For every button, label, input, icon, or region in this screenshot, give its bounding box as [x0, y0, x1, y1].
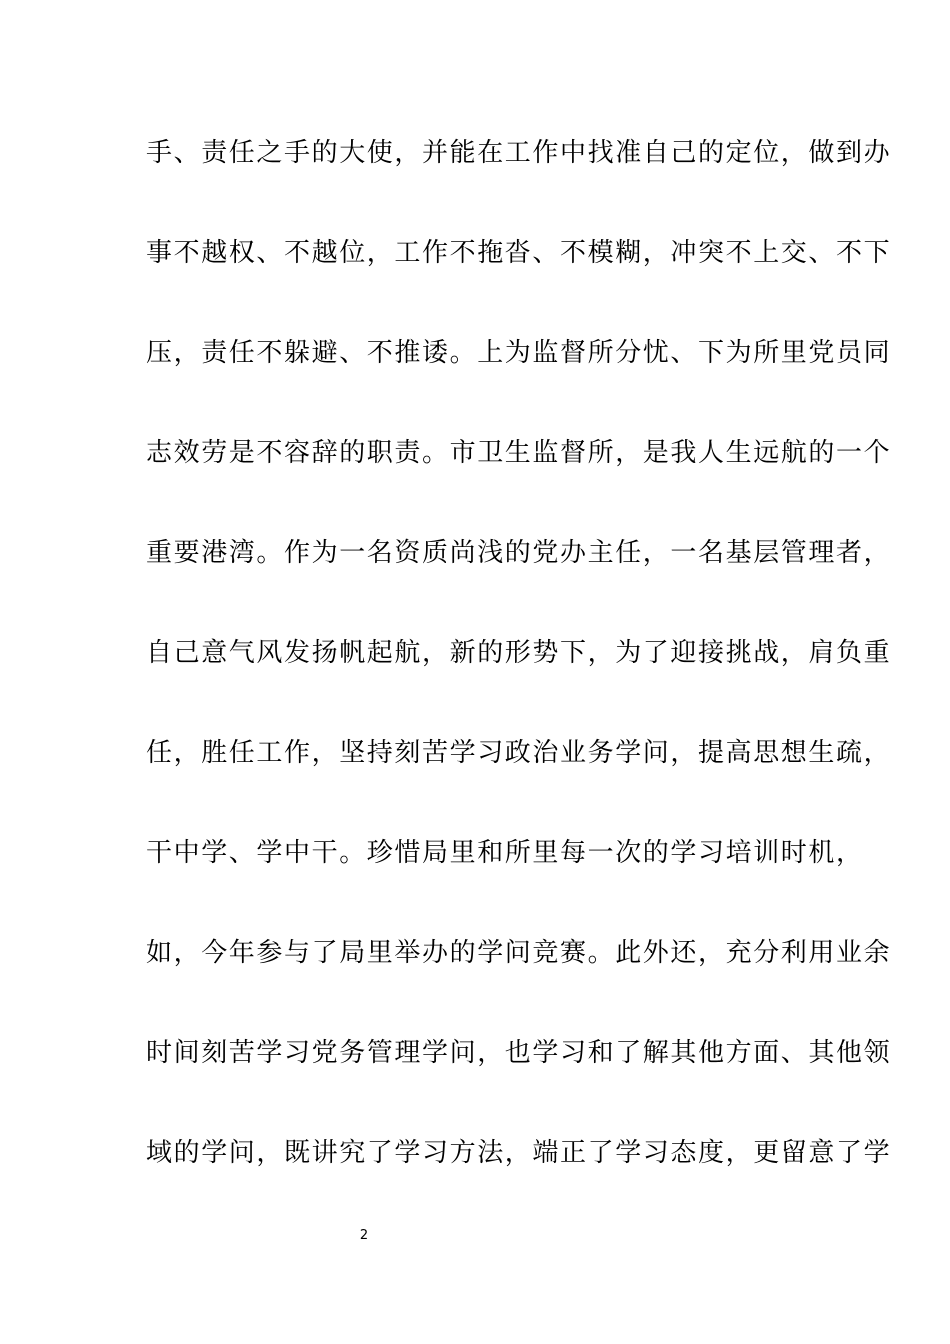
body-text — [146, 128, 892, 1228]
text-line-2: 事不越权、不越位，工作不拖沓、不模糊，冲突不上交、不下 — [146, 238, 892, 268]
text-line-10: 时间刻苦学习党务管理学问，也学习和了解其他方面、其他领 — [146, 1038, 892, 1068]
text-line-9: 如，今年参与了局里举办的学问竞赛。此外还，充分利用业余 — [146, 938, 892, 968]
text-line-6: 自己意气风发扬帆起航，新的形势下，为了迎接挑战，肩负重 — [146, 638, 892, 668]
text-line-7: 任，胜任工作，坚持刻苦学习政治业务学问，提高思想生疏， — [146, 738, 892, 768]
page-number: 2 — [359, 1228, 369, 1243]
text-line-8: 干中学、学中干。珍惜局里和所里每一次的学习培训时机， — [146, 838, 864, 868]
text-line-1: 手、责任之手的大使，并能在工作中找准自己的定位，做到办 — [146, 138, 892, 168]
text-line-5: 重要港湾。作为一名资质尚浅的党办主任，一名基层管理者， — [146, 538, 892, 568]
text-line-11: 域的学问，既讲究了学习方法，端正了学习态度，更留意了学 — [146, 1138, 892, 1168]
text-line-3: 压，责任不躲避、不推诿。上为监督所分忧、下为所里党员同 — [146, 338, 892, 368]
text-line-4: 志效劳是不容辞的职责。市卫生监督所，是我人生远航的一个 — [146, 438, 892, 468]
